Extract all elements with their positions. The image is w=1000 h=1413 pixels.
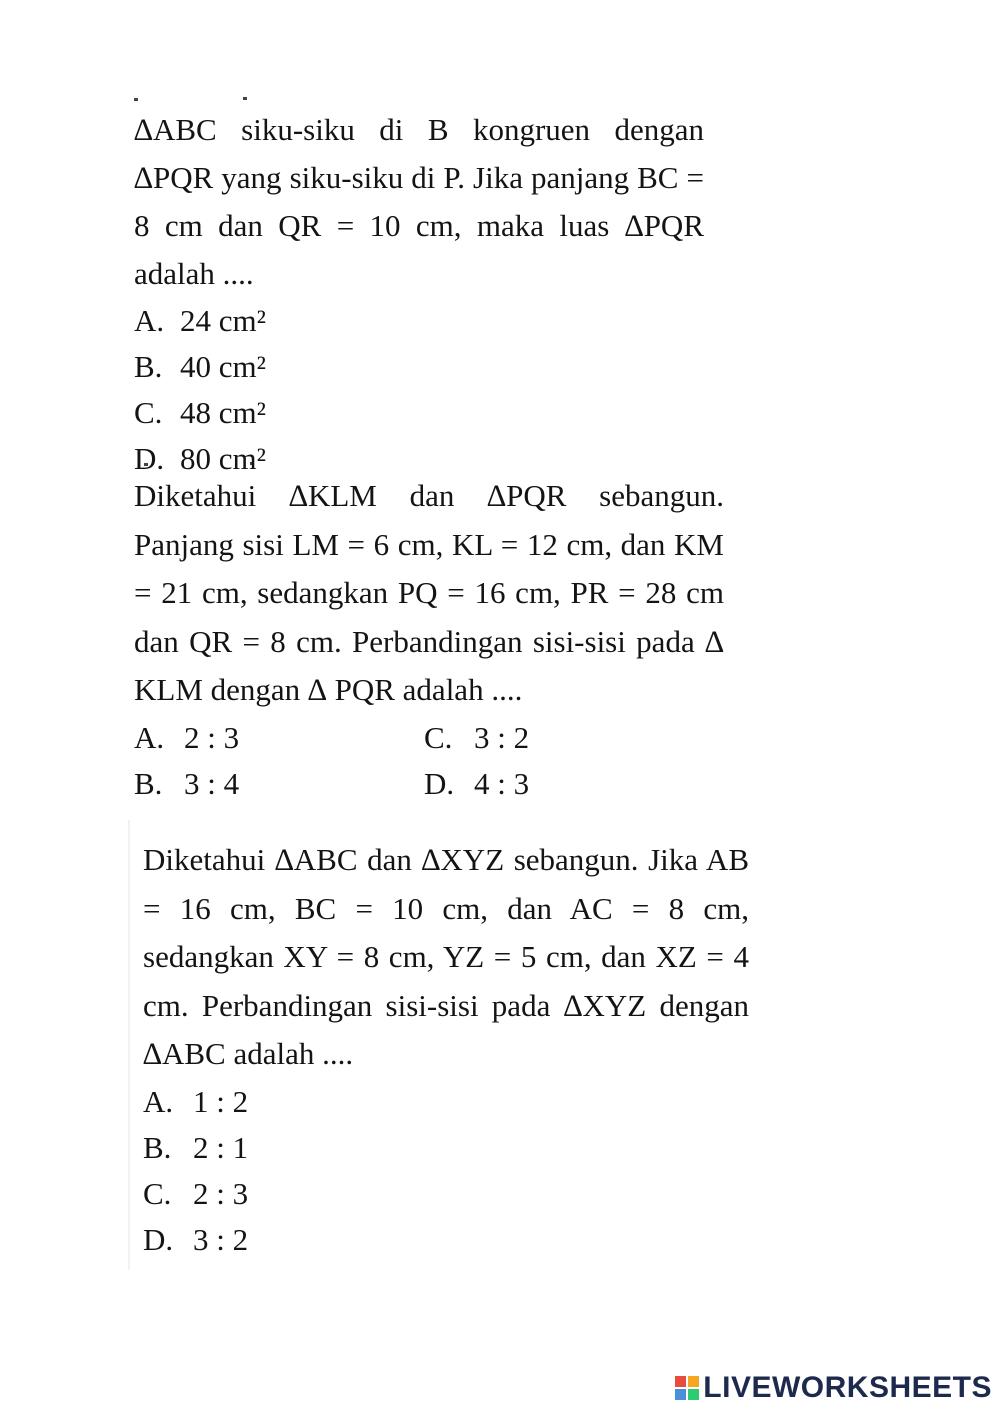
option-d[interactable] (424, 761, 624, 807)
option-letter: A. (134, 719, 165, 755)
option-text: 3 : 4 (184, 765, 240, 801)
option-a[interactable] (134, 298, 704, 344)
option-b[interactable] (134, 761, 424, 807)
option-text: 1 : 2 (193, 1083, 249, 1119)
options-list (143, 1079, 749, 1263)
option-c[interactable] (134, 390, 704, 436)
logo-square (675, 1376, 686, 1387)
option-text: 40 cm² (180, 349, 266, 384)
option-a[interactable] (143, 1079, 749, 1125)
option-d[interactable] (143, 1217, 749, 1263)
option-letter: D. (143, 1221, 174, 1257)
option-letter: C. (143, 1175, 172, 1211)
option-c[interactable] (143, 1171, 749, 1217)
option-c[interactable] (424, 715, 624, 761)
question-2 (134, 472, 724, 807)
option-text: 4 : 3 (474, 765, 530, 801)
option-text: 2 : 3 (184, 719, 240, 755)
option-b[interactable] (134, 344, 704, 390)
logo-text: LIVEWORKSHEETS (703, 1371, 992, 1404)
option-letter: B. (143, 1129, 172, 1165)
question-1 (134, 106, 704, 482)
option-text: 48 cm² (180, 395, 266, 430)
scan-mark (243, 97, 247, 100)
options-list (134, 298, 704, 482)
option-letter: A. (134, 303, 165, 338)
option-text: 3 : 2 (474, 719, 530, 755)
option-letter: B. (134, 349, 163, 384)
option-text: 2 : 1 (193, 1129, 249, 1165)
option-letter: B. (134, 765, 163, 801)
option-letter: C. (424, 719, 453, 755)
option-letter: D. (424, 765, 455, 801)
option-letter: A. (143, 1083, 174, 1119)
logo-square (688, 1389, 699, 1400)
option-text: 24 cm² (180, 303, 266, 338)
scan-edge (128, 820, 130, 1270)
logo-mark-icon (675, 1376, 699, 1400)
question-stem: Diketahui ∆ABC dan ∆XYZ sebangun. Jika AB = 16 cm, BC = 10 cm, dan AC = 8 cm, sedangkan XY = 8 cm, YZ = 5 cm, dan XZ = 4 cm. Perbandingan sisi-sisi pada ∆XYZ dengan ∆ABC adalah .... (143, 842, 749, 1071)
option-text: 80 cm² (180, 441, 266, 476)
scan-mark (134, 98, 138, 101)
option-a[interactable] (134, 715, 424, 761)
option-letter: D. (134, 441, 165, 476)
option-text: 3 : 2 (193, 1221, 249, 1257)
question-stem: ∆ABC siku-siku di B kongruen dengan ∆PQR yang siku-siku di P. Jika panjang BC = 8 cm dan QR = 10 cm, maka luas ∆PQR adalah .... (134, 112, 704, 291)
option-letter: C. (134, 395, 163, 430)
question-3 (143, 836, 749, 1263)
option-text: 2 : 3 (193, 1175, 249, 1211)
logo-square (688, 1376, 699, 1387)
option-b[interactable] (143, 1125, 749, 1171)
liveworksheets-logo[interactable] (675, 1371, 992, 1405)
logo-square (675, 1389, 686, 1400)
question-stem: Diketahui ∆KLM dan ∆PQR sebangun. Panjang sisi LM = 6 cm, KL = 12 cm, dan KM = 21 cm, sedangkan PQ = 16 cm, PR = 28 cm dan QR = 8 cm. Perbandingan sisi-sisi pada ∆ KLM dengan ∆ PQR adalah .... (134, 478, 724, 707)
options-grid (134, 715, 724, 807)
